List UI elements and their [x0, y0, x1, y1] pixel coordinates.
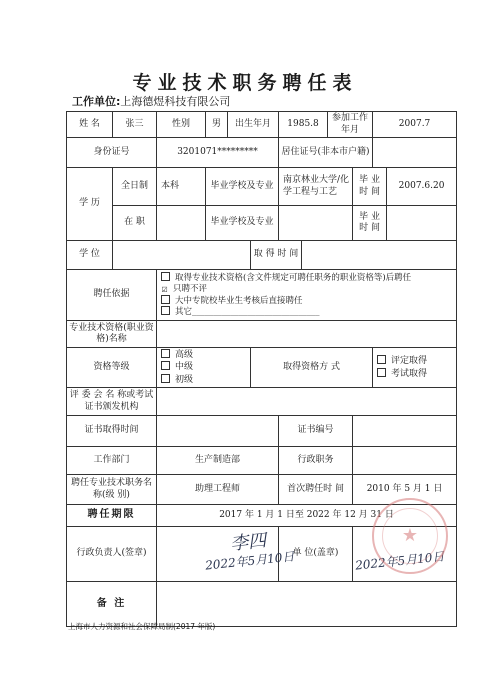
unit-date: 2022年5月10日 [354, 549, 445, 573]
gender-value: 男 [206, 112, 228, 138]
position-value: 助理工程师 [157, 475, 279, 505]
birth-value: 1985.8 [279, 112, 328, 138]
row-qualification [67, 321, 457, 348]
option-text: 初级 [175, 374, 194, 385]
parttime-school-value [279, 206, 353, 241]
level-option[interactable] [161, 374, 248, 386]
department-label: 工作部门 [67, 447, 157, 475]
employer-label: 工作单位: [72, 95, 121, 108]
row-certificate [67, 416, 457, 447]
checkbox[interactable] [161, 306, 170, 315]
parttime-degree [157, 206, 206, 241]
residence-label: 居住证号(非本市户籍) [279, 138, 373, 168]
handwritten-signature: 李四 [229, 530, 268, 555]
basis-option[interactable] [161, 284, 454, 295]
parttime-grad-label: 毕 业 时 间 [353, 206, 387, 241]
option-text: 其它______________________________ [175, 307, 320, 318]
checkbox[interactable] [161, 374, 170, 383]
birth-label: 出生年月 [228, 112, 279, 138]
admin-post-value [353, 447, 457, 475]
option-text: 大中专院校毕业生考核后直接聘任 [175, 295, 303, 306]
fulltime-degree: 本科 [157, 168, 206, 206]
remarks-label: 备 注 [67, 582, 157, 627]
fulltime-grad-label: 毕 业 时 间 [353, 168, 387, 206]
id-label: 身份证号 [67, 138, 157, 168]
committee-label: 评 委 会 名 称或考试证书颁发机构 [67, 388, 157, 416]
parttime-school-label: 毕业学校及专业 [206, 206, 279, 241]
option-text: 只聘不评 [173, 283, 208, 294]
option-text: 评定取得 [391, 356, 428, 367]
fulltime-label: 全日制 [113, 168, 157, 206]
basis-option[interactable] [161, 306, 454, 318]
gender-label: 性别 [157, 112, 206, 138]
page-title: 专业技术职务聘任表 [132, 72, 358, 94]
method-options [373, 348, 457, 388]
level-label: 资格等级 [67, 348, 157, 388]
company-seal-stamp [372, 498, 448, 574]
fulltime-school-label: 毕业学校及专业 [206, 168, 279, 206]
committee-value [157, 388, 457, 416]
checkbox[interactable] [161, 349, 170, 358]
row-edu-fulltime [67, 168, 457, 206]
first-appointment-label: 首次聘任时 间 [279, 475, 353, 505]
certificate-number-label: 证书编号 [279, 416, 353, 447]
method-label: 取得资格方 式 [251, 348, 373, 388]
degree-label: 学 位 [67, 241, 113, 270]
fulltime-school-value: 南京林业大学/化学工程与工艺 [279, 168, 353, 206]
qualification-label: 专业技术资格(职业资格)名称 [67, 321, 157, 348]
row-id [67, 138, 457, 168]
footer-issuer: 上海市人力资源和社会保障局制(2017 年版) [68, 622, 216, 631]
checkbox[interactable] [377, 368, 386, 377]
admin-post-label: 行政职务 [279, 447, 353, 475]
qualification-value [157, 321, 457, 348]
term-label: 聘任期限 [67, 505, 157, 527]
option-text: 高级 [175, 350, 194, 361]
row-remarks [67, 582, 457, 627]
employer-line [72, 93, 230, 109]
certificate-time-label: 证书取得时间 [67, 416, 157, 447]
method-option[interactable] [377, 368, 454, 380]
basis-options [157, 270, 457, 321]
name-label: 姓 名 [67, 112, 113, 138]
checkbox[interactable] [161, 295, 170, 304]
row-edu-parttime [67, 206, 457, 241]
parttime-grad-value [387, 206, 457, 241]
basis-option[interactable] [161, 295, 454, 307]
row-degree [67, 241, 457, 270]
name-value: 张三 [113, 112, 157, 138]
level-options [157, 348, 251, 388]
certificate-time-value [157, 416, 279, 447]
level-option[interactable] [161, 349, 248, 361]
option-text: 考试取得 [391, 368, 428, 379]
seal-star-icon: ★ [401, 525, 419, 546]
basis-label: 聘任依据 [67, 270, 157, 321]
work-start-value: 2007.7 [373, 112, 457, 138]
unit-label: 单 位(盖章) [279, 527, 353, 582]
option-text: 中级 [175, 362, 194, 373]
certificate-number-value [353, 416, 457, 447]
degree-time-value [302, 241, 457, 270]
remarks-value [157, 582, 457, 627]
signer-label: 行政负责人(签章) [67, 527, 157, 582]
degree-time-label: 取 得 时 间 [251, 241, 302, 270]
method-option[interactable] [377, 355, 454, 367]
work-start-label: 参加工作年月 [328, 112, 373, 138]
degree-value [113, 241, 251, 270]
education-label: 学 历 [67, 168, 113, 241]
position-label: 聘任专业技术职务名 称(级 别) [67, 475, 157, 505]
employer-value: 上海德煜科技有限公司 [120, 95, 231, 108]
row-basic-info [67, 112, 457, 138]
parttime-label: 在 职 [113, 206, 157, 241]
checkbox[interactable] [161, 272, 170, 281]
row-department [67, 447, 457, 475]
basis-option[interactable] [161, 272, 454, 284]
row-level [67, 348, 457, 388]
checkbox-checked[interactable]: ☑ [161, 285, 168, 294]
checkbox[interactable] [377, 355, 386, 364]
option-text: 取得专业技术资格(含文件规定可聘任职务的职业资格等)后聘任 [175, 273, 412, 284]
row-committee [67, 388, 457, 416]
first-appointment-value: 2010 年 5 月 1 日 [353, 475, 457, 505]
fulltime-grad-value: 2007.6.20 [387, 168, 457, 206]
id-value: 3201071********* [157, 138, 279, 168]
department-value: 生产制造部 [157, 447, 279, 475]
signer-date: 2022年5月10日 [204, 549, 295, 573]
checkbox[interactable] [161, 361, 170, 370]
level-option[interactable] [161, 361, 248, 373]
residence-value [373, 138, 457, 168]
row-basis [67, 270, 457, 321]
term-value: 2017 年 1 月 1 日至 2022 年 12 月 31 日 [157, 505, 457, 527]
